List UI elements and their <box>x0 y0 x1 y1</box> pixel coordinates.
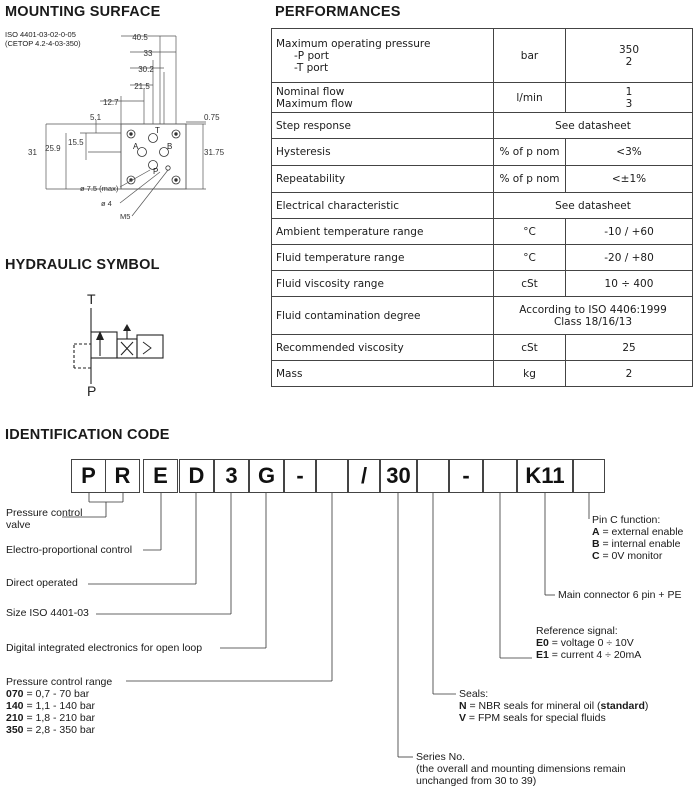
dim-15-5: 15.5 <box>68 138 84 147</box>
row-label: Repeatability <box>272 166 494 193</box>
identification-code-title: IDENTIFICATION CODE <box>5 427 170 443</box>
row-unit: bar <box>494 29 566 83</box>
row-label: Nominal flow Maximum flow <box>272 83 494 113</box>
row-unit: % of p nom <box>494 139 566 166</box>
label-electro-proportional: Electro-proportional control <box>6 544 133 556</box>
pin-c-item: C = 0V monitor <box>592 550 663 562</box>
code-box-2: R <box>105 459 140 493</box>
hydraulic-symbol-title: HYDRAULIC SYMBOL <box>5 257 160 273</box>
code-box-10: 30 <box>380 459 417 493</box>
label-reference-signal: Reference signal: E0 = voltage 0 ÷ 10V E1 = current 4 ÷ 20mA <box>536 625 642 661</box>
row-label: Fluid contamination degree <box>272 297 494 335</box>
row-value: -20 / +80 <box>566 245 693 271</box>
row-label: Fluid temperature range <box>272 245 494 271</box>
row-unit: l/min <box>494 83 566 113</box>
label-main-connector: Main connector 6 pin + PE <box>558 589 682 601</box>
seals-item-n: N = NBR seals for mineral oil (standard) <box>459 700 649 712</box>
dim-21-5: 21.5 <box>134 82 150 91</box>
row-value: According to ISO 4406:1999 Class 18/16/13 <box>494 297 693 335</box>
code-box-4: D <box>179 459 214 493</box>
hydraulic-p-label: P <box>87 383 97 398</box>
row-value: -10 / +60 <box>566 219 693 245</box>
code-box-3: E <box>143 459 178 493</box>
label-pressure-range: Pressure control range 070 = 0,7 - 70 bar 140 = 1,1 - 140 bar 210 = 1,8 - 210 bar 350 = 2,8 - 350 bar <box>6 676 113 736</box>
dim-30-2: 30.2 <box>138 65 154 74</box>
row-label: Electrical characteristic <box>272 193 494 219</box>
row-label: Ambient temperature range <box>272 219 494 245</box>
code-box-12: - <box>449 459 483 493</box>
row-value: See datasheet <box>494 113 693 139</box>
row-value: <3% <box>566 139 693 166</box>
range-item: 350 = 2,8 - 350 bar <box>6 724 96 736</box>
code-box-14: K11 <box>517 459 573 493</box>
row-unit: °C <box>494 245 566 271</box>
port-t-label: T <box>155 126 160 135</box>
row-value: See datasheet <box>494 193 693 219</box>
hydraulic-t-label: T <box>87 291 96 307</box>
row-label: Step response <box>272 113 494 139</box>
row-unit: % of p nom <box>494 166 566 193</box>
callout-m5: M5 <box>120 212 131 221</box>
label-size: Size ISO 4401-03 <box>6 607 89 619</box>
row-value: <±1% <box>566 166 693 193</box>
dim-31: 31 <box>28 148 37 157</box>
row-label: Maximum operating pressure -P port -T port <box>272 29 494 83</box>
range-item: 070 = 0,7 - 70 bar <box>6 688 90 700</box>
label-digital-electronics: Digital integrated electronics for open loop <box>6 642 203 654</box>
label-series-no: Series No. (the overall and mounting dimensions remain unchanged from 30 to 39) <box>416 751 626 787</box>
dim-25-9: 25.9 <box>45 144 61 153</box>
label-pin-c-function: Pin C function: A = external enable B = internal enable C = 0V monitor <box>592 514 684 562</box>
callout-diameter-4: ø 4 <box>101 199 112 208</box>
label-pressure-control-valve: Pressure control valve <box>6 507 83 531</box>
reference-item: E0 = voltage 0 ÷ 10V <box>536 637 634 649</box>
row-value: 1 3 <box>566 83 693 113</box>
row-unit: cSt <box>494 271 566 297</box>
code-box-1: P <box>71 459 106 493</box>
reference-item: E1 = current 4 ÷ 20mA <box>536 649 642 661</box>
code-box-6: G <box>249 459 284 493</box>
callout-diameter-7-5: ø 7.5 (max) <box>80 184 119 193</box>
row-value: 350 2 <box>566 29 693 83</box>
dim-33: 33 <box>143 49 153 58</box>
range-item: 140 = 1,1 - 140 bar <box>6 700 96 712</box>
dim-31-75: 31.75 <box>204 148 225 157</box>
row-value: 2 <box>566 361 693 387</box>
range-item: 210 = 1,8 - 210 bar <box>6 712 96 724</box>
row-label: Hysteresis <box>272 139 494 166</box>
label-direct-operated: Direct operated <box>6 577 78 589</box>
dim-12-7: 12.7 <box>103 98 119 107</box>
row-unit: °C <box>494 219 566 245</box>
port-b-label: B <box>167 142 173 151</box>
performances-title: PERFORMANCES <box>275 4 401 20</box>
code-box-7: - <box>284 459 316 493</box>
dim-40-5: 40.5 <box>132 33 148 42</box>
pin-c-item: B = internal enable <box>592 538 681 550</box>
row-unit: kg <box>494 361 566 387</box>
row-label: Mass <box>272 361 494 387</box>
port-p-label: P <box>153 167 159 176</box>
mounting-surface-title: MOUNTING SURFACE <box>5 4 161 20</box>
mounting-standard: ISO 4401-03-02-0-05 (CETOP 4.2-4-03-350) <box>5 30 81 48</box>
row-unit: cSt <box>494 335 566 361</box>
row-label: Fluid viscosity range <box>272 271 494 297</box>
code-box-5: 3 <box>214 459 249 493</box>
seals-item-v: V = FPM seals for special fluids <box>459 712 606 724</box>
pin-c-item: A = external enable <box>592 526 684 538</box>
port-a-label: A <box>133 142 139 151</box>
row-value: 25 <box>566 335 693 361</box>
row-label: Recommended viscosity <box>272 335 494 361</box>
dim-0-75: 0.75 <box>204 113 220 122</box>
dim-5-1: 5.1 <box>90 113 102 122</box>
code-box-9: / <box>348 459 380 493</box>
row-value: 10 ÷ 400 <box>566 271 693 297</box>
label-seals: Seals: N = NBR seals for mineral oil (standard) V = FPM seals for special fluids <box>459 688 649 724</box>
